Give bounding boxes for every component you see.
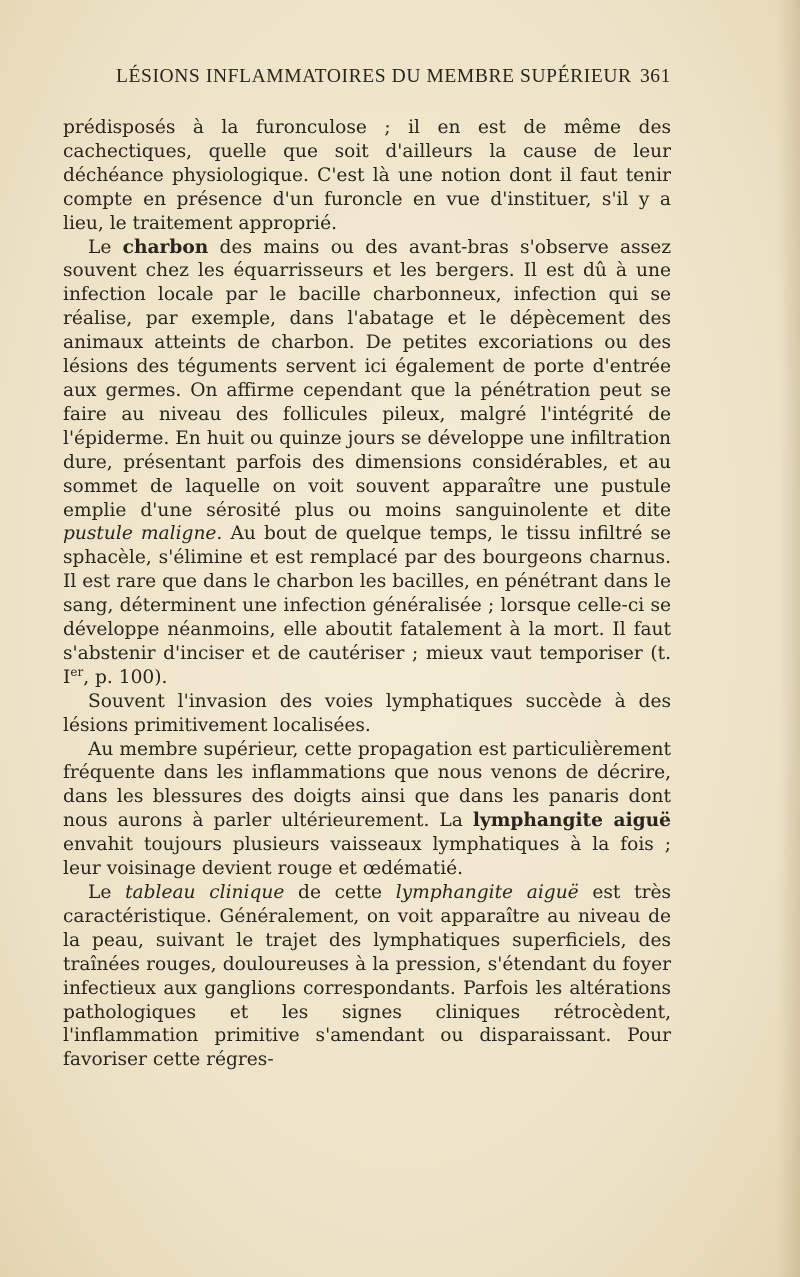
superscript: er (70, 664, 84, 679)
body-text (63, 116, 671, 1072)
text-span: Au bout de quelque temps, le tissu infiltré se sphacèle, s'élimine et est remplacé par des bourgeons charnus. Il est rare que dans le charbon les bacilles, en pénétrant dans le sang, déterminent une infection généralisée ; lorsque celle-ci se développe néanmoins, elle aboutit fatalement à la mort. Il faut s'abstenir d'inciser et de cautériser ; mieux vaut temporiser (t. I (63, 523, 671, 688)
text-span: Le (88, 236, 123, 258)
text-span: Au membre supérieur, cette propagation est particulièrement fréquente dans les inflammations que nous venons de décrire, dans les blessures des doigts ainsi que dans les panaris dont nous aurons à parler ultérieurement. La (63, 738, 671, 832)
term-lymphangite-aigue: lymphangite aiguë (395, 882, 579, 903)
text-span: des mains ou des avant-bras s'observe assez souvent chez les équarrisseurs et les bergers. Il est dû à une infection locale par le bacille charbonneux, infection qui se réalise, par exemple, dans l'abatage et le dépècement des animaux atteints de charbon. De petites excoriations ou des lésions des téguments servent ici également de porte d'entrée aux germes. On affirme cependant que la pénétration peut se faire au niveau des follicules pileux, malgré l'intégrité de l'épiderme. En huit ou quinze jours se développe une infiltration dure, présentant parfois des dimensions considérables, et au sommet de laquelle on voit souvent apparaître une pustule emplie d'une sérosité plus ou moins sanguinolente et dite (63, 236, 671, 521)
paragraph-1: prédisposés à la furonculose ; il en est de même des cachectiques, quelle que soit d'ailleurs la cause de leur déchéance physiologique. C'est là une notion dont il faut tenir compte en présence d'un furoncle en vue d'instituer, s'il y a lieu, le traitement approprié. (63, 117, 671, 234)
term-pustule-maligne: pustule maligne. (63, 523, 223, 545)
text-span: de cette (284, 882, 396, 903)
text-span: Le (88, 882, 126, 903)
paragraph-lymphangite (63, 738, 671, 881)
paragraph-tableau-clinique (63, 881, 671, 1072)
term-tableau-clinique: tableau clinique (125, 882, 285, 903)
book-page (63, 66, 671, 1072)
page-edge-shadow (778, 0, 800, 1277)
term-lymphangite: lymphangite aiguë (472, 810, 672, 832)
page-header (116, 66, 671, 100)
text-span: envahit toujours plusieurs vaisseaux lymphatiques à la fois ; leur voisinage devient rouge et œdématié. (63, 834, 671, 880)
paragraph-charbon (63, 236, 671, 690)
page-number: 361 (639, 66, 671, 87)
term-charbon: charbon (122, 236, 209, 258)
running-title: LÉSIONS INFLAMMATOIRES DU MEMBRE SUPÉRIEUR (116, 66, 632, 87)
text-span: est très caractéristique. Généralement, on voit apparaître au niveau de la peau, suivant le trajet des lymphatiques superficiels, des traînées rouges, douloureuses à la pression, s'étendant du foyer infectieux aux ganglions correspondants. Parfois les altérations pathologiques et les signes cliniques rétrocèdent, l'inflammation primitive s'amendant ou disparaissant. Pour favoriser cette régres- (63, 882, 672, 1071)
text-span: , p. 100). (83, 666, 168, 688)
paragraph-3: Souvent l'invasion des voies lymphatiques succède à des lésions primitivement localisées. (63, 690, 671, 736)
